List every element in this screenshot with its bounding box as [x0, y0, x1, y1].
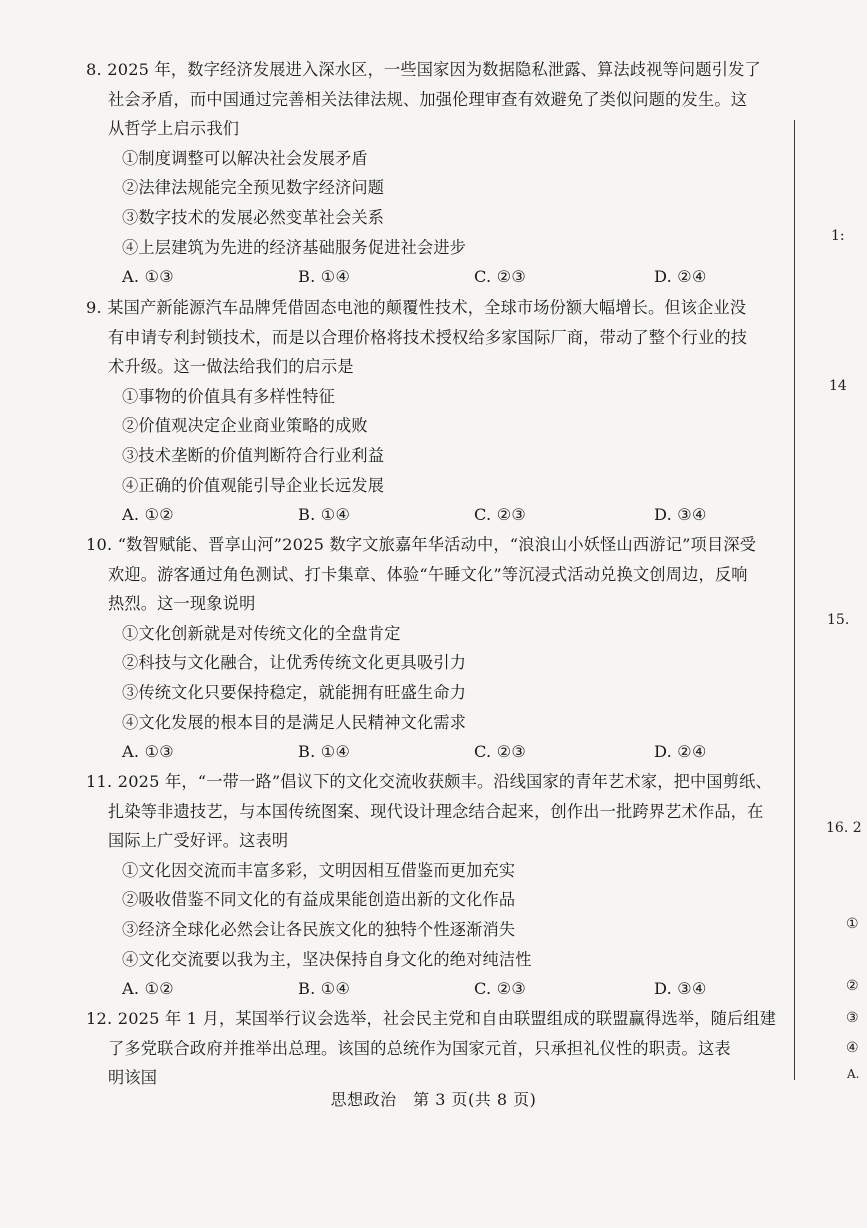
- choice-c[interactable]: C. ②③: [474, 979, 527, 999]
- answer-choices: [108, 737, 798, 767]
- statement-option: ②科技与文化融合，让优秀传统文化更具吸引力: [122, 653, 467, 673]
- choice-c[interactable]: C. ②③: [474, 505, 527, 525]
- question-stem-line: 有申请专利封锁技术，而是以合理价格将技术授权给多家国际厂商，带动了整个行业的技: [108, 327, 748, 347]
- margin-fragment: ②: [846, 978, 859, 994]
- question-stem-line: 扎染等非遗技艺，与本国传统图案、现代设计理念结合起来，创作出一批跨界艺术作品，在: [108, 801, 764, 821]
- statement-option: ②价值观决定企业商业策略的成败: [122, 416, 368, 436]
- statement-option: ①文化因交流而丰富多彩，文明因相互借鉴而更加充实: [122, 860, 516, 880]
- statement-option: ④文化发展的根本目的是满足人民精神文化需求: [122, 712, 467, 732]
- question-stem-line: 热烈。这一现象说明: [108, 594, 256, 614]
- question-11: [86, 767, 798, 1004]
- question-9: [86, 293, 798, 530]
- statement-option: ②法律法规能完全预见数字经济问题: [122, 178, 385, 198]
- choice-a[interactable]: A. ①③: [122, 267, 175, 287]
- question-stem-line: 从哲学上启示我们: [108, 119, 240, 139]
- question-stem-line: 8. 2025 年，数字经济发展进入深水区，一些国家因为数据隐私泄露、算法歧视等问题引发了: [86, 60, 761, 79]
- question-stem-line: 欢迎。游客通过角色测试、打卡集章、体验“午睡文化”等沉浸式活动兑换文创周边，反响: [108, 564, 748, 584]
- choice-c[interactable]: C. ②③: [474, 267, 527, 287]
- choice-b[interactable]: B. ①④: [298, 505, 351, 525]
- margin-fragment: 16. 2: [826, 820, 862, 836]
- margin-fragment: 15.: [827, 612, 850, 628]
- choice-d[interactable]: D. ③④: [654, 979, 707, 999]
- choice-c[interactable]: C. ②③: [474, 742, 527, 762]
- margin-fragment: ①: [846, 916, 859, 932]
- statement-option: ③数字技术的发展必然变革社会关系: [122, 207, 385, 227]
- statement-option: ④正确的价值观能引导企业长远发展: [122, 475, 385, 495]
- margin-fragment: ③: [846, 1010, 859, 1026]
- margin-fragment: 1:: [831, 228, 845, 244]
- answer-choices: [108, 262, 798, 292]
- choice-b[interactable]: B. ①④: [298, 979, 351, 999]
- question-stem-line: 9. 某国产新能源汽车品牌凭借固态电池的颠覆性技术，全球市场份额大幅增长。但该企业没: [86, 298, 747, 317]
- choice-d[interactable]: D. ③④: [654, 505, 707, 525]
- answer-choices: [108, 500, 798, 530]
- statement-option: ④文化交流要以我为主，坚决保持自身文化的绝对纯洁性: [122, 949, 532, 969]
- answer-choices: [108, 974, 798, 1004]
- question-8: [86, 55, 798, 292]
- question-stem-line: 了多党联合政府并推举出总理。该国的总统作为国家元首，只承担礼仪性的职责。这表: [108, 1038, 731, 1058]
- page-footer: 思想政治 第 3 页(共 8 页): [330, 1090, 537, 1109]
- question-stem-line: 国际上广受好评。这表明: [108, 831, 289, 851]
- choice-b[interactable]: B. ①④: [298, 742, 351, 762]
- choice-b[interactable]: B. ①④: [298, 267, 351, 287]
- statement-option: ①事物的价值具有多样性特征: [122, 386, 336, 406]
- margin-fragment: 14: [829, 378, 847, 394]
- statement-option: ③经济全球化必然会让各民族文化的独特个性逐渐消失: [122, 919, 516, 939]
- statement-option: ③技术垄断的价值判断符合行业利益: [122, 445, 385, 465]
- question-stem-line: 10. “数智赋能、晋享山河”2025 数字文旅嘉年华活动中，“浪浪山小妖怪山西游记”项目深受: [86, 535, 757, 554]
- choice-d[interactable]: D. ②④: [654, 267, 707, 287]
- question-stem-line: 社会矛盾，而中国通过完善相关法律法规、加强伦理审查有效避免了类似问题的发生。这: [108, 89, 748, 109]
- choice-a[interactable]: A. ①②: [122, 979, 175, 999]
- question-stem-line: 术升级。这一做法给我们的启示是: [108, 357, 354, 377]
- question-10: [86, 530, 798, 767]
- statement-option: ④上层建筑为先进的经济基础服务促进社会进步: [122, 237, 467, 257]
- choice-a[interactable]: A. ①③: [122, 742, 175, 762]
- statement-option: ①制度调整可以解决社会发展矛盾: [122, 148, 368, 168]
- choice-d[interactable]: D. ②④: [654, 742, 707, 762]
- question-stem-line: 11. 2025 年，“一带一路”倡议下的文化交流收获颇丰。沿线国家的青年艺术家，把中国剪纸、: [86, 772, 772, 791]
- margin-fragment: A.: [847, 1067, 860, 1081]
- question-stem-line: 明该国: [108, 1068, 158, 1088]
- statement-option: ①文化创新就是对传统文化的全盘肯定: [122, 623, 401, 643]
- margin-fragment: ④: [846, 1040, 859, 1056]
- question-stem-line: 12. 2025 年 1 月，某国举行议会选举，社会民主党和自由联盟组成的联盟赢得选举，随后组建: [86, 1009, 777, 1028]
- statement-option: ③传统文化只要保持稳定，就能拥有旺盛生命力: [122, 682, 467, 702]
- statement-option: ②吸收借鉴不同文化的有益成果能创造出新的文化作品: [122, 890, 516, 910]
- choice-a[interactable]: A. ①②: [122, 505, 175, 525]
- question-12: [86, 1004, 798, 1093]
- page-edge-divider: [794, 120, 795, 1080]
